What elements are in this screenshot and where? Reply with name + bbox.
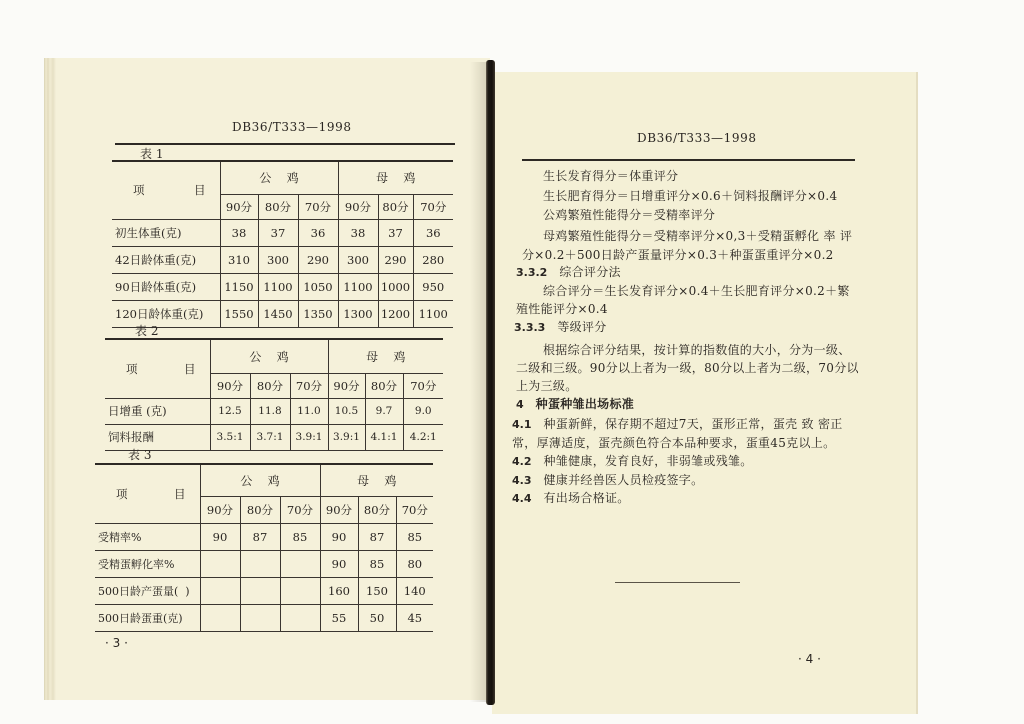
hen-group-header: 母 鸡 (338, 161, 453, 194)
item-header-cell (105, 339, 210, 398)
value-cell: 150 (358, 577, 396, 604)
score-header: 80分 (365, 373, 403, 398)
score-header: 70分 (298, 194, 338, 219)
table-1-caption: 表 1 (140, 147, 164, 161)
row-label: 日增重 (克) (105, 398, 210, 424)
clause-text: 有出场合格证。 (543, 491, 630, 505)
clause-4-1 (512, 416, 843, 433)
row-label: 受精蛋孵化率% (95, 550, 200, 577)
value-cell: 90 (320, 523, 358, 550)
clause-4-2 (512, 453, 753, 470)
value-cell: 1100 (258, 273, 298, 300)
table-head (105, 339, 443, 398)
value-cell: 80 (396, 550, 433, 577)
value-cell: 950 (413, 273, 453, 300)
value-cell: 300 (338, 246, 378, 273)
score-header: 90分 (320, 496, 358, 523)
clause-number: 4.4 (512, 492, 532, 505)
score-header: 70分 (396, 496, 433, 523)
value-cell: 55 (320, 604, 358, 631)
text-line-content: 分×0.2＋500日龄产蛋量评分×0.3＋种蛋蛋重评分×0.2 (522, 248, 834, 262)
value-cell: 38 (220, 219, 258, 246)
table-head (112, 161, 453, 219)
rooster-group-header: 公 鸡 (220, 161, 338, 194)
text-line-content: 二级和三级。90分以上者为一级，80分以上者为二级，70分以 (516, 361, 859, 375)
table-2-growth (105, 338, 443, 451)
score-header: 90分 (328, 373, 365, 398)
value-cell (280, 577, 320, 604)
value-cell: 50 (358, 604, 396, 631)
right-page (492, 72, 918, 714)
text-line (543, 228, 852, 244)
value-cell: 290 (378, 246, 413, 273)
hen-group-header: 母 鸡 (320, 464, 433, 496)
clause-text: 种蛋新鲜，保存期不超过7天，蛋形正常，蛋壳 致 密正 (543, 417, 843, 431)
row-label: 受精率% (95, 523, 200, 550)
score-header: 90分 (220, 194, 258, 219)
score-header: 80分 (358, 496, 396, 523)
value-cell: 12.5 (210, 398, 250, 424)
table-row (95, 604, 433, 631)
table-row (105, 424, 443, 450)
value-cell (280, 550, 320, 577)
score-header: 70分 (290, 373, 328, 398)
table-row (95, 523, 433, 550)
text-line-content: 母鸡繁殖性能得分＝受精率评分×0,3＋受精蛋孵化 率 评 (543, 229, 853, 243)
section-4-heading (516, 396, 634, 413)
end-of-text-rule (615, 582, 740, 583)
table-1-body-weight (112, 160, 453, 328)
text-line (543, 207, 715, 223)
text-line-content: 生长肥育得分＝日增重评分×0.6＋饲料报酬评分×0.4 (543, 189, 838, 203)
header-rule (115, 143, 455, 145)
clause-4-3 (512, 472, 703, 489)
page-header-standard-number: DB36/T333—1998 (232, 120, 352, 134)
section-title: 综合评分法 (559, 265, 621, 279)
row-label: 500日龄蛋重(克) (95, 604, 200, 631)
value-cell: 87 (358, 523, 396, 550)
value-cell: 85 (280, 523, 320, 550)
value-cell: 1550 (220, 300, 258, 327)
value-cell: 85 (358, 550, 396, 577)
value-cell: 45 (396, 604, 433, 631)
item-header-left: 项 (126, 361, 138, 376)
score-header: 90分 (200, 496, 240, 523)
score-header: 80分 (258, 194, 298, 219)
table-body (95, 523, 433, 631)
table-header-row (112, 161, 453, 194)
clause-4-4 (512, 490, 630, 507)
value-cell: 1350 (298, 300, 338, 327)
section-3-3-2-heading (516, 264, 621, 281)
table-row (95, 550, 433, 577)
text-line-content: 生长发育得分＝体重评分 (543, 169, 679, 183)
value-cell (200, 577, 240, 604)
value-cell: 85 (396, 523, 433, 550)
item-header-right: 目 (184, 361, 196, 376)
table-2-caption: 表 2 (135, 324, 159, 338)
item-header-left: 项 (116, 486, 128, 501)
value-cell: 10.5 (328, 398, 365, 424)
value-cell: 9.7 (365, 398, 403, 424)
value-cell: 3.9:1 (290, 424, 328, 450)
score-header: 90分 (338, 194, 378, 219)
row-label: 初生体重(克) (112, 219, 220, 246)
table-header-row (105, 339, 443, 373)
text-line (543, 168, 678, 184)
value-cell: 160 (320, 577, 358, 604)
text-line (516, 378, 578, 394)
text-line-content: 综合评分＝生长发育评分×0.4＋生长肥育评分×0.2＋繁 (543, 284, 850, 298)
value-cell: 310 (220, 246, 258, 273)
text-line-content: 根据综合评分结果，按计算的指数值的大小，分为一级、 (543, 343, 851, 357)
table-row (112, 219, 453, 246)
value-cell: 1100 (413, 300, 453, 327)
text-line (516, 360, 859, 376)
value-cell: 3.5:1 (210, 424, 250, 450)
text-line-content: 上为三级。 (516, 379, 578, 393)
page-number: · 3 · (105, 636, 128, 650)
value-cell: 1050 (298, 273, 338, 300)
row-label: 120日龄体重(克) (112, 300, 220, 327)
value-cell: 38 (338, 219, 378, 246)
page-number: · 4 · (798, 652, 821, 666)
book-gutter (486, 60, 495, 705)
value-cell: 1200 (378, 300, 413, 327)
table-3-reproduction (95, 463, 433, 632)
value-cell: 9.0 (403, 398, 443, 424)
value-cell: 1150 (220, 273, 258, 300)
value-cell: 4.1:1 (365, 424, 403, 450)
value-cell: 290 (298, 246, 338, 273)
item-header (108, 361, 210, 377)
value-cell (200, 604, 240, 631)
text-line (543, 283, 850, 299)
section-number: 3.3.3 (514, 321, 546, 334)
section-title: 等级评分 (557, 320, 607, 334)
table-row (105, 398, 443, 424)
item-header-cell (112, 161, 220, 219)
section-title: 种蛋种雏出场标准 (535, 397, 635, 411)
hen-group-header: 母 鸡 (328, 339, 443, 373)
table-row (112, 300, 453, 327)
score-header: 80分 (250, 373, 290, 398)
value-cell (280, 604, 320, 631)
value-cell: 140 (396, 577, 433, 604)
item-header-right: 目 (194, 183, 206, 198)
value-cell: 37 (258, 219, 298, 246)
table-body (105, 398, 443, 450)
value-cell: 280 (413, 246, 453, 273)
text-line (522, 247, 834, 263)
table-3-caption: 表 3 (128, 448, 152, 462)
item-header-right: 目 (174, 486, 186, 501)
clause-number: 4.1 (512, 418, 532, 431)
score-header: 90分 (210, 373, 250, 398)
row-label: 500日龄产蛋量( ) (95, 577, 200, 604)
text-line-content: 殖性能评分×0.4 (516, 302, 608, 316)
text-line (543, 188, 837, 204)
table-row (95, 577, 433, 604)
value-cell: 1450 (258, 300, 298, 327)
left-page (44, 58, 490, 700)
table-head (95, 464, 433, 523)
value-cell: 300 (258, 246, 298, 273)
value-cell (240, 577, 280, 604)
value-cell: 1100 (338, 273, 378, 300)
value-cell (240, 604, 280, 631)
row-label: 42日龄体重(克) (112, 246, 220, 273)
clause-text: 种雏健康，发育良好，非弱雏或残雏。 (543, 454, 753, 468)
item-header-left: 项 (133, 183, 145, 198)
section-number: 4 (516, 398, 524, 411)
rooster-group-header: 公 鸡 (200, 464, 320, 496)
value-cell: 90 (320, 550, 358, 577)
score-header: 70分 (403, 373, 443, 398)
value-cell: 87 (240, 523, 280, 550)
item-header-cell (95, 464, 200, 523)
value-cell: 1300 (338, 300, 378, 327)
page-stack-edge (44, 58, 56, 700)
text-line-content: 常，厚薄适度，蛋壳颜色符合本品种要求，蛋重45克以上。 (512, 436, 836, 450)
value-cell (240, 550, 280, 577)
value-cell (200, 550, 240, 577)
clause-number: 4.2 (512, 455, 532, 468)
value-cell: 1000 (378, 273, 413, 300)
row-label: 90日龄体重(克) (112, 273, 220, 300)
rooster-group-header: 公 鸡 (210, 339, 328, 373)
value-cell: 37 (378, 219, 413, 246)
table-body (112, 219, 453, 327)
text-line (512, 435, 835, 451)
value-cell: 11.8 (250, 398, 290, 424)
table-header-row (95, 464, 433, 496)
page-header-standard-number: DB36/T333—1998 (637, 131, 757, 145)
score-header: 70分 (280, 496, 320, 523)
section-3-3-3-heading (514, 319, 607, 336)
table-row (112, 273, 453, 300)
value-cell: 36 (413, 219, 453, 246)
header-rule (522, 159, 855, 161)
value-cell: 11.0 (290, 398, 328, 424)
item-header (115, 182, 220, 198)
value-cell: 4.2:1 (403, 424, 443, 450)
clause-text: 健康并经兽医人员检疫签字。 (543, 473, 704, 487)
value-cell: 90 (200, 523, 240, 550)
table-row (112, 246, 453, 273)
row-label: 饲料报酬 (105, 424, 210, 450)
value-cell: 3.7:1 (250, 424, 290, 450)
score-header: 80分 (378, 194, 413, 219)
score-header: 70分 (413, 194, 453, 219)
section-number: 3.3.2 (516, 266, 548, 279)
clause-number: 4.3 (512, 474, 532, 487)
value-cell: 3.9:1 (328, 424, 365, 450)
value-cell: 36 (298, 219, 338, 246)
score-header: 80分 (240, 496, 280, 523)
text-line (516, 301, 608, 317)
text-line-content: 公鸡繁殖性能得分＝受精率评分 (543, 208, 716, 222)
item-header (98, 486, 200, 502)
gutter-shadow (470, 62, 486, 702)
text-line (543, 342, 851, 358)
